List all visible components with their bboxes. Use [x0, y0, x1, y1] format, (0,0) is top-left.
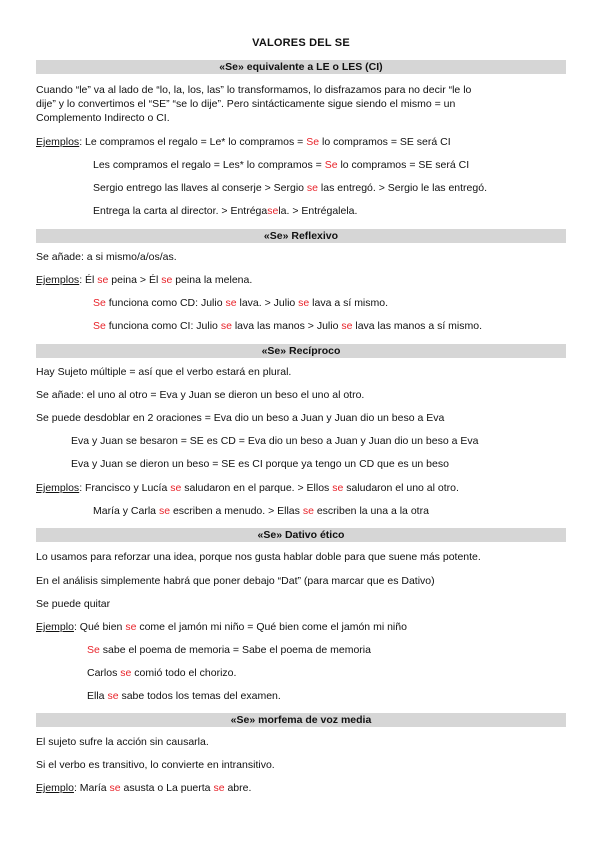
dativo-example-3: Carlos se comió todo el chorizo.: [87, 667, 237, 679]
section-heading-voz-media: «Se» morfema de voz media: [36, 713, 566, 727]
ci-paragraph-line-1: Cuando “le” va al lado de “lo, la, los, las” lo transformamos, lo disfrazamos para no decir “le lo: [36, 84, 472, 96]
ci-example-1: Ejemplos: Le compramos el regalo = Le* lo compramos = Se lo compramos = SE será CI: [36, 136, 451, 148]
section-heading-ci: «Se» equivalente a LE o LES (CI): [36, 60, 566, 74]
reciproco-paragraph-4: Eva y Juan se besaron = SE es CD = Eva dio un beso a Juan y Juan dio un beso a Eva: [71, 435, 479, 447]
examples-label: Ejemplos: [36, 136, 80, 148]
examples-label: Ejemplos: [36, 482, 80, 494]
se-highlight: se: [161, 274, 173, 286]
se-highlight: se: [120, 667, 132, 679]
se-highlight: se: [332, 482, 344, 494]
section-heading-reflexivo: «Se» Reflexivo: [36, 229, 566, 243]
reflexivo-paragraph-1: Se añade: a si mismo/a/os/as.: [36, 251, 177, 263]
se-highlight: se: [109, 782, 121, 794]
reciproco-paragraph-1: Hay Sujeto múltiple = así que el verbo estará en plural.: [36, 366, 292, 378]
reciproco-paragraph-2: Se añade: el uno al otro = Eva y Juan se dieron un beso el uno al otro.: [36, 389, 365, 401]
section-heading-reciproco: «Se» Recíproco: [36, 344, 566, 358]
dativo-paragraph-2: En el análisis simplemente habrá que poner debajo “Dat” (para marcar que es Dativo): [36, 575, 435, 587]
se-highlight: se: [302, 505, 314, 517]
reflexivo-example-2: Se funciona como CD: Julio se lava. > Julio se lava a sí mismo.: [93, 297, 389, 309]
ci-example-3: Sergio entrego las llaves al conserje > Sergio se las entregó. > Sergio le las entregó.: [93, 182, 487, 194]
se-highlight: se: [158, 505, 171, 517]
ci-paragraph-line-2: dije” y lo convertimos el “SE” “se lo dije”. Pero sintácticamente sigue siendo el mismo = un: [36, 98, 456, 110]
se-highlight: se: [225, 297, 237, 309]
se-highlight: se: [170, 482, 182, 494]
se-highlight: se: [213, 782, 225, 794]
se-highlight: se: [107, 690, 119, 702]
se-highlight: se: [220, 320, 232, 332]
reflexivo-example-3: Se funciona como CI: Julio se lava las manos > Julio se lava las manos a sí mismo.: [93, 320, 482, 332]
dativo-paragraph-3: Se puede quitar: [36, 598, 111, 610]
section-heading-dativo: «Se» Dativo ético: [36, 528, 566, 542]
reciproco-example-1: Ejemplos: Francisco y Lucía se saludaron en el parque. > Ellos se saludaron el uno al otro.: [36, 482, 459, 494]
reciproco-paragraph-5: Eva y Juan se dieron un beso = SE es CI porque ya tengo un CD que es un beso: [71, 458, 449, 470]
reciproco-example-2: María y Carla se escriben a menudo. > Ellas se escriben la una a la otra: [93, 505, 429, 517]
dativo-example-2: Se sabe el poema de memoria = Sabe el poema de memoria: [87, 644, 371, 656]
ci-example-4: Entrega la carta al director. > Entrégasela. > Entrégalela.: [93, 205, 358, 217]
se-highlight: Se: [93, 320, 106, 332]
se-highlight: Se: [87, 644, 100, 656]
se-highlight: se: [125, 621, 137, 633]
se-highlight: se: [97, 274, 109, 286]
se-highlight: Se: [306, 136, 320, 148]
se-highlight: Se: [93, 297, 106, 309]
ci-paragraph-line-3: Complemento Indirecto o CI.: [36, 112, 170, 124]
dativo-example-4: Ella se sabe todos los temas del examen.: [87, 690, 281, 702]
voz-media-paragraph-1: El sujeto sufre la acción sin causarla.: [36, 736, 209, 748]
dativo-paragraph-1: Lo usamos para reforzar una idea, porque nos gusta hablar doble para que suene más potente.: [36, 551, 481, 563]
se-highlight: Se: [324, 159, 338, 171]
examples-label: Ejemplos: [36, 274, 80, 286]
se-highlight: se: [306, 182, 319, 194]
voz-media-example-1: Ejemplo: María se asusta o La puerta se abre.: [36, 782, 252, 794]
se-highlight: se: [267, 205, 279, 217]
reciproco-paragraph-3: Se puede desdoblar en 2 oraciones = Eva dio un beso a Juan y Juan dio un beso a Eva: [36, 412, 445, 424]
voz-media-paragraph-2: Si el verbo es transitivo, lo convierte en intransitivo.: [36, 759, 275, 771]
reflexivo-example-1: Ejemplos: Él se peina > Él se peina la melena.: [36, 274, 253, 286]
se-highlight: se: [341, 320, 353, 332]
ci-example-2: Les compramos el regalo = Les* lo compramos = Se lo compramos = SE será CI: [93, 159, 470, 171]
example-label: Ejemplo: [36, 782, 74, 794]
document-title: VALORES DEL SE: [252, 37, 350, 49]
dativo-example-1: Ejemplo: Qué bien se come el jamón mi niño = Qué bien come el jamón mi niño: [36, 621, 407, 633]
se-highlight: se: [298, 297, 310, 309]
example-label: Ejemplo: [36, 621, 74, 633]
